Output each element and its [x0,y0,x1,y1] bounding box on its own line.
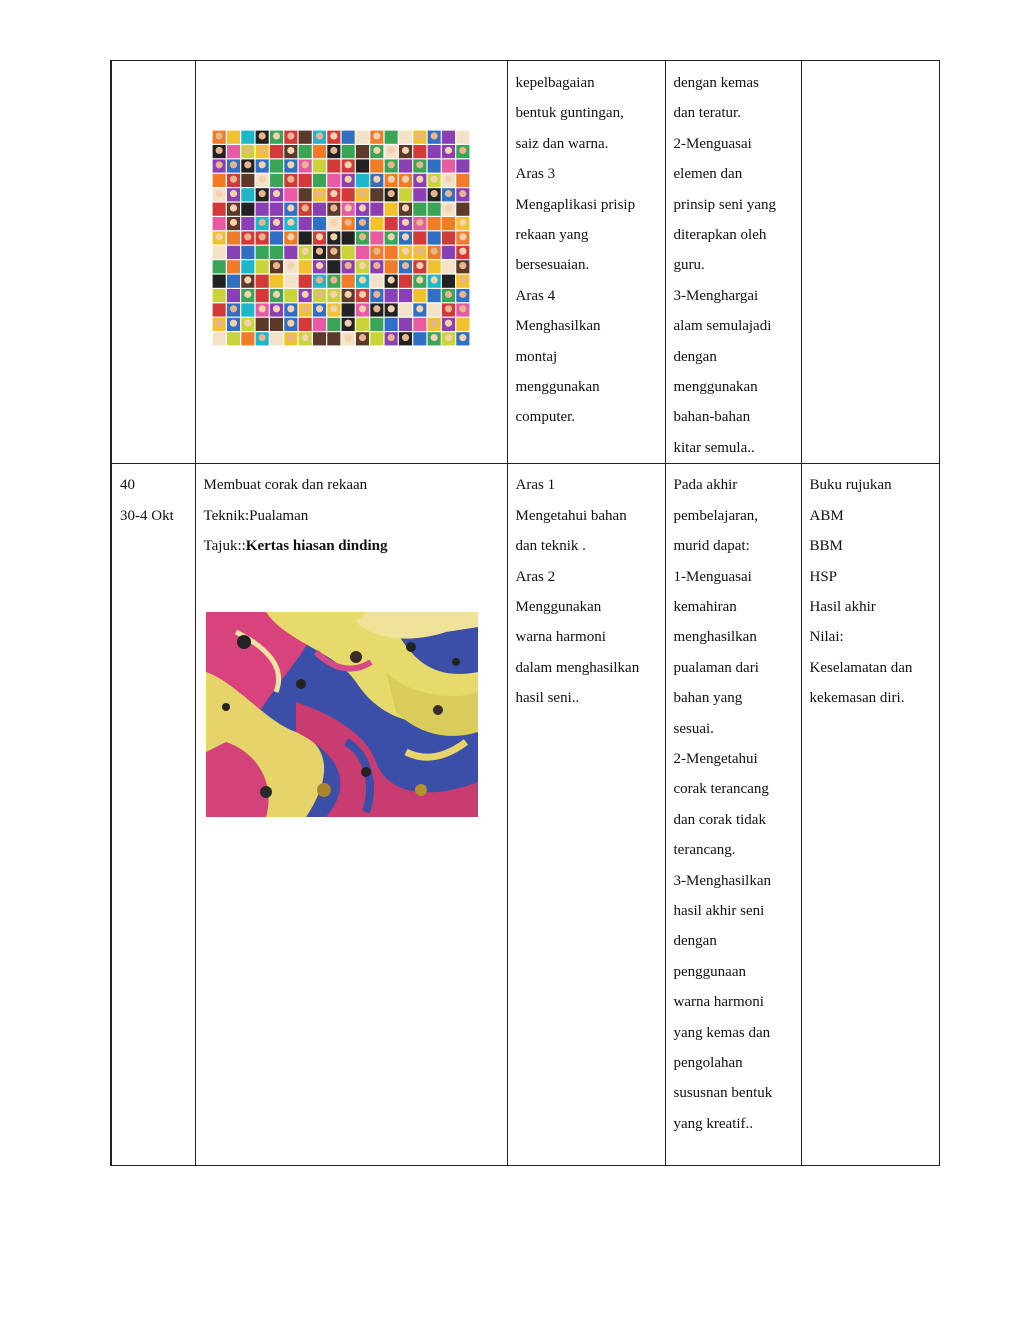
week-cell [111,61,195,464]
objective-line: Mengetahui bahan [515,507,627,524]
collage-image [212,130,470,346]
outcome-line: dengan [673,933,717,950]
objectives-cell [507,61,665,464]
outcome-line: prinsip seni yang [673,196,776,213]
resource-line: BBM [809,538,843,555]
week-number: 40 [120,477,135,494]
outcome-line: alam semulajadi [673,318,772,335]
week-cell [111,464,195,1166]
objective-line: Aras 3 [515,166,556,183]
objective-line: computer. [515,409,576,426]
resources-cell [801,61,939,464]
outcome-line: pengolahan [673,1055,743,1071]
outcome-line: murid dapat: [673,538,750,555]
outcome-line: 1-Menguasai [673,568,752,585]
objective-line: rekaan yang [515,227,589,244]
resource-line: Buku rujukan [809,477,892,494]
objective-line: Menghasilkan [515,318,601,335]
resource-line: Keselamatan dan [809,659,913,676]
activity-title [204,531,499,561]
outcome-line: corak terancang [673,781,769,798]
objective-line: warna harmoni [515,629,606,646]
outcome-line: diterapkan oleh [673,227,767,244]
outcomes-cell [665,61,801,464]
resource-line: HSP [809,568,838,585]
activity-line: Teknik:Pualaman [203,507,309,524]
table-row [111,61,939,464]
outcome-line: menggunakan [673,379,758,396]
outcome-line: sususnan bentuk [673,1085,773,1102]
outcome-line: pembelajaran, [673,507,759,524]
title-bold: Kertas hiasan dinding [245,538,388,555]
objective-line: Aras 4 [515,287,556,304]
outcome-line: Pada akhir [673,477,738,494]
objective-line: Mengaplikasi prisip [515,196,636,213]
objective-line: hasil seni.. [515,690,580,707]
resource-line: ABM [809,507,844,524]
table-row [111,464,939,1166]
outcome-line: 3-Menghargai [673,287,759,304]
outcome-line: bahan-bahan [673,409,751,426]
outcome-line: hasil akhir seni [673,902,765,919]
title-prefix: Tajuk:: [203,538,246,555]
resources-cell [801,464,939,1166]
objective-line: Aras 2 [515,568,556,585]
outcome-line: dan teratur. [673,105,741,122]
resource-line: Nilai: [809,629,844,646]
activity-cell [195,464,507,1166]
objective-line: kepelbagaian [515,75,595,91]
outcome-line: sesuai. [673,720,714,737]
objectives-cell [507,464,665,1166]
activity-line: Membuat corak dan rekaan [203,477,368,494]
objective-line: menggunakan [515,379,600,396]
outcome-line: elemen dan [673,166,743,183]
outcome-line: dengan kemas [673,75,759,91]
outcome-line: 3-Menghasilkan [673,872,771,889]
outcome-line: 2-Menguasai [673,135,752,152]
objective-line: montaj [515,348,558,365]
outcome-line: yang kemas dan [673,1024,771,1041]
objective-line: Menggunakan [515,598,602,615]
outcome-line: guru. [673,257,705,274]
objective-line: saiz dan warna. [515,135,609,152]
outcome-line: penggunaan [673,963,746,980]
objective-line: dalam menghasilkan [515,659,640,676]
activity-cell [195,61,507,464]
objective-line: bersesuaian. [515,257,590,274]
objective-line: bentuk guntingan, [515,105,624,122]
marbled-art-image [206,612,478,817]
outcome-line: menghasilkan [673,629,757,646]
lesson-plan-table [110,60,940,1166]
outcome-line: kitar semula.. [673,439,755,456]
outcome-line: pualaman dari [673,659,759,676]
outcome-line: bahan yang [673,690,743,707]
objective-line: dan teknik . [515,538,586,555]
outcome-line: yang kreatif.. [673,1115,754,1132]
outcome-line: dengan [673,348,717,365]
week-date: 30-4 Okt [120,507,174,524]
outcome-line: terancang. [673,842,736,859]
outcome-line: kemahiran [673,598,737,615]
outcome-line: 2-Mengetahui [673,750,758,767]
outcome-line: dan corak tidak [673,811,766,828]
objective-line: Aras 1 [515,477,556,494]
outcome-line: warna harmoni [673,994,764,1011]
resource-line: Hasil akhir [809,598,876,615]
outcomes-cell [665,464,801,1166]
resource-line: kekemasan diri. [809,690,905,707]
